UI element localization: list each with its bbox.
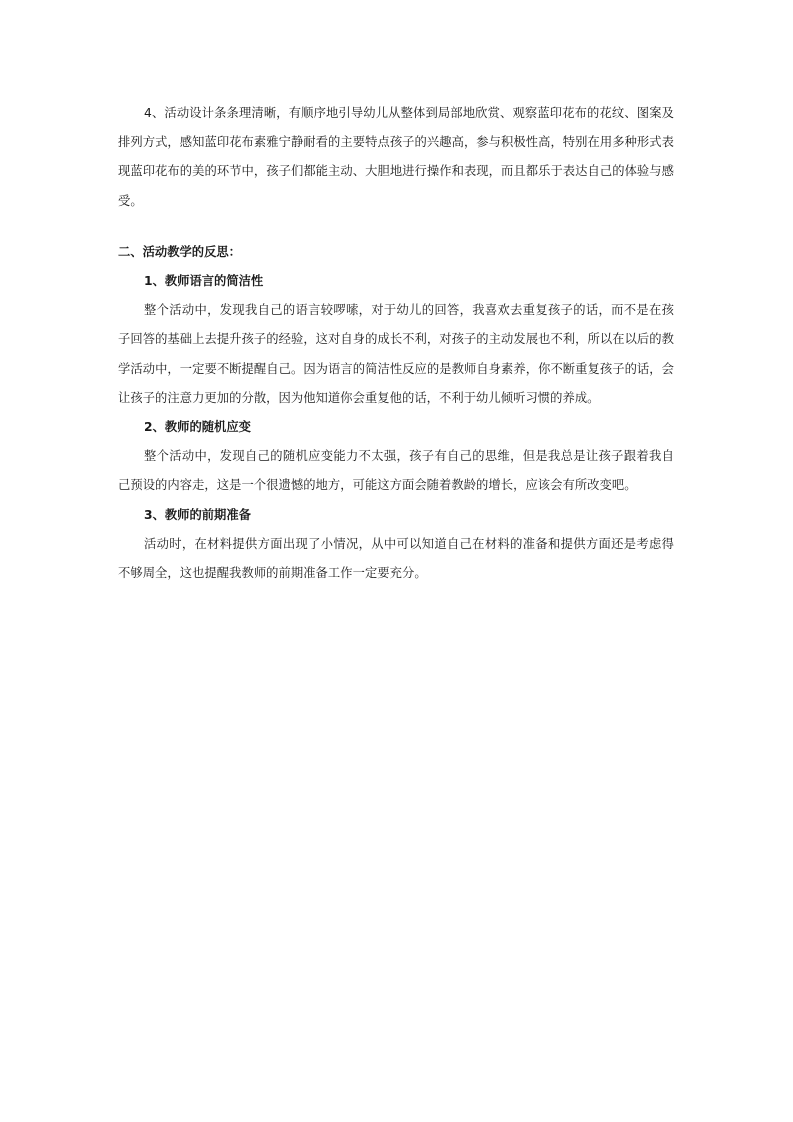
section-heading-reflection: 二、活动教学的反思： — [118, 244, 241, 259]
paragraph-adaptability: 整个活动中，发现自己的随机应变能力不太强，孩子有自己的思维，但是我总是让孩子跟着我自己预设的内容走，这是一个很遗憾的地方，可能这方面会随着教龄的增长，应该会有所改变吧。 — [118, 449, 674, 493]
subheading-adaptability: 2、教师的随机应变 — [144, 420, 251, 435]
subheading-teacher-language: 1、教师语言的简洁性 — [144, 274, 264, 289]
paragraph-preparation: 活动时，在材料提供方面出现了小情况，从中可以知道自己在材料的准备和提供方面还是考虑得不够周全，这也提醒我教师的前期准备工作一定要充分。 — [118, 536, 674, 581]
subheading-preparation: 3、教师的前期准备 — [144, 507, 251, 522]
paragraph-teacher-language: 整个活动中，发现我自己的语言较啰嗦，对于幼儿的回答，我喜欢去重复孩子的话，而不是在孩子回答的基础上去提升孩子的经验，这对自身的成长不利，对孩子的主动发展也不利，所以在以后的教学活动中，一定要不断提醒自己。因为语言的简洁性反应的是教师自身素养，你不断重复孩子的话，会让孩子的注意力更加的分散，因为他知道你会重复他的话，不利于幼儿倾听习惯的养成。 — [118, 303, 674, 405]
paragraph-spacer — [118, 216, 674, 238]
paragraph-4: 4、活动设计条条理清晰，有顺序地引导幼儿从整体到局部地欣赏、观察蓝印花布的花纹、图案及排列方式，感知蓝印花布素雅宁静耐看的主要特点孩子的兴趣高，参与积极性高，特别在用多种形式表现蓝印花布的美的环节中，孩子们都能主动、大胆地进行操作和表现，而且都乐于表达自己的体验与感受。 — [118, 106, 674, 208]
document-body — [118, 99, 674, 588]
